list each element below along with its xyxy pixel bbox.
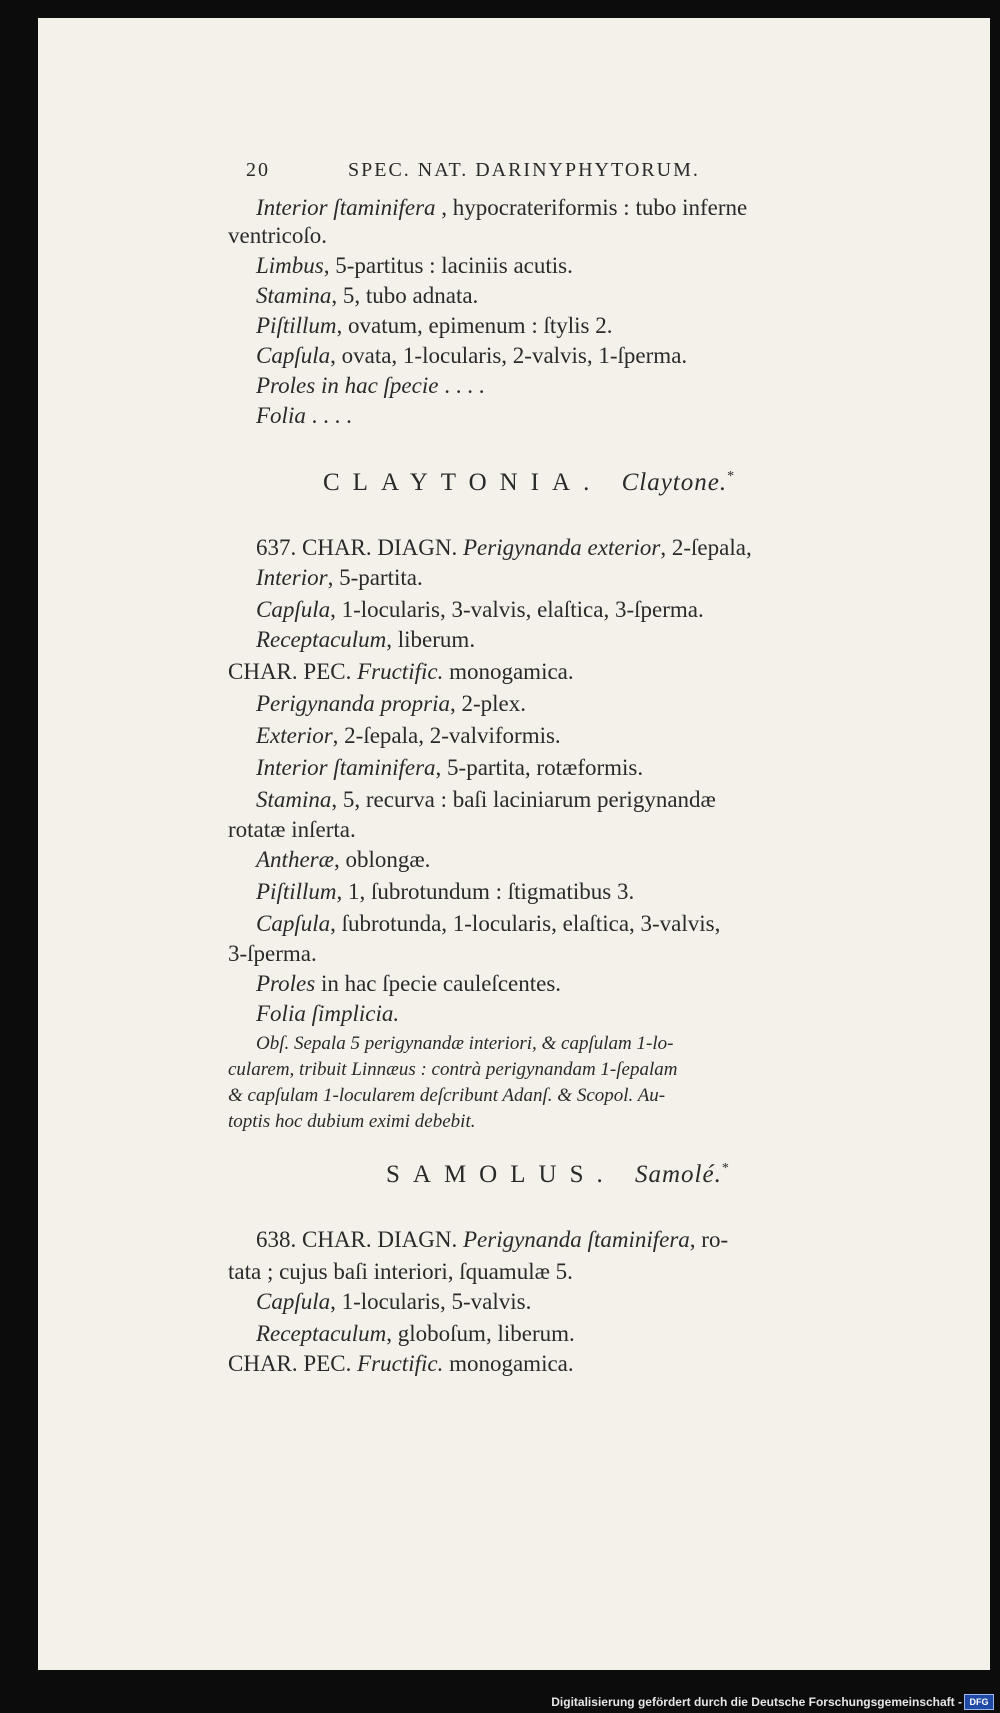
text-line: 638. CHAR. DIAGN. Perigynanda ſtaminifera, ro- bbox=[256, 1227, 729, 1252]
text-line: Capſula, ovata, 1-locularis, 2-valvis, 1-ſperma. bbox=[256, 343, 688, 368]
text-line: Stamina, 5, tubo adnata. bbox=[256, 283, 479, 308]
running-title: SPEC. NAT. DARINYPHYTORUM. bbox=[348, 159, 700, 181]
text-line: Interior, 5-partita. bbox=[256, 565, 423, 590]
text-line: Piſtillum, ovatum, epimenum : ſtylis 2. bbox=[256, 313, 613, 338]
dfg-logo: DFG bbox=[964, 1694, 994, 1710]
genus-heading-samolus: SAMOLUS. Samolé.* bbox=[386, 1161, 742, 1188]
text-line: 637. CHAR. DIAGN. Perigynanda exterior, 2-ſepala, bbox=[256, 535, 752, 560]
observation-line: cularem, tribuit Linnæus : contrà perigynandam 1-ſepalam bbox=[228, 1059, 678, 1080]
text-line: Piſtillum, 1, ſubrotundum : ſtigmatibus 3. bbox=[256, 879, 635, 904]
text-line: Receptaculum, globoſum, liberum. bbox=[256, 1321, 575, 1346]
digitization-footer bbox=[0, 1690, 1000, 1713]
text-line: Proles in hac ſpecie . . . . bbox=[256, 373, 485, 398]
observation-line: & capſulam 1-locularem deſcribunt Adanſ. & Scopol. Au- bbox=[228, 1085, 666, 1106]
text-line: CHAR. PEC. Fructific. monogamica. bbox=[228, 659, 574, 684]
page-number: 20 bbox=[246, 159, 270, 181]
text-line: Limbus, 5-partitus : laciniis acutis. bbox=[256, 253, 573, 278]
text-line: Capſula, ſubrotunda, 1-locularis, elaſtica, 3-valvis, bbox=[256, 911, 721, 936]
text-line: CHAR. PEC. Fructific. monogamica. bbox=[228, 1351, 574, 1376]
text-line: Receptaculum, liberum. bbox=[256, 627, 476, 652]
observation-line: Obſ. Sepala 5 perigynandæ interiori, & capſulam 1-lo- bbox=[256, 1033, 674, 1054]
text-line: Antheræ, oblongæ. bbox=[256, 847, 431, 872]
text-line: 3-ſperma. bbox=[228, 941, 317, 966]
text-line: Interior ſtaminifera , hypocrateriformis : tubo inferne bbox=[256, 195, 748, 220]
book-page bbox=[38, 18, 990, 1670]
text-line: Folia . . . . bbox=[256, 403, 352, 428]
text-line: Capſula, 1-locularis, 5-valvis. bbox=[256, 1289, 532, 1314]
text-line: Folia ſimplicia. bbox=[256, 1001, 400, 1026]
text-line: Capſula, 1-locularis, 3-valvis, elaſtica, 3-ſperma. bbox=[256, 597, 704, 622]
text-line: rotatæ inſerta. bbox=[228, 817, 356, 842]
text-line: Perigynanda propria, 2-plex. bbox=[256, 691, 527, 716]
footer-credit: Digitalisierung gefördert durch die Deutsche Forschungsgemeinschaft - bbox=[551, 1695, 962, 1709]
genus-heading-claytonia: CLAYTONIA. Claytone.* bbox=[323, 469, 748, 496]
text-line: Exterior, 2-ſepala, 2-valviformis. bbox=[256, 723, 561, 748]
text-line: ventricoſo. bbox=[228, 223, 327, 248]
text-line: tata ; cujus baſi interiori, ſquamulæ 5. bbox=[228, 1259, 573, 1284]
text-line: Interior ſtaminifera, 5-partita, rotæformis. bbox=[256, 755, 644, 780]
observation-line: toptis hoc dubium eximi debebit. bbox=[228, 1111, 476, 1132]
text-line: Proles in hac ſpecie cauleſcentes. bbox=[256, 971, 562, 996]
text-line: Stamina, 5, recurva : baſi laciniarum perigynandæ bbox=[256, 787, 716, 812]
